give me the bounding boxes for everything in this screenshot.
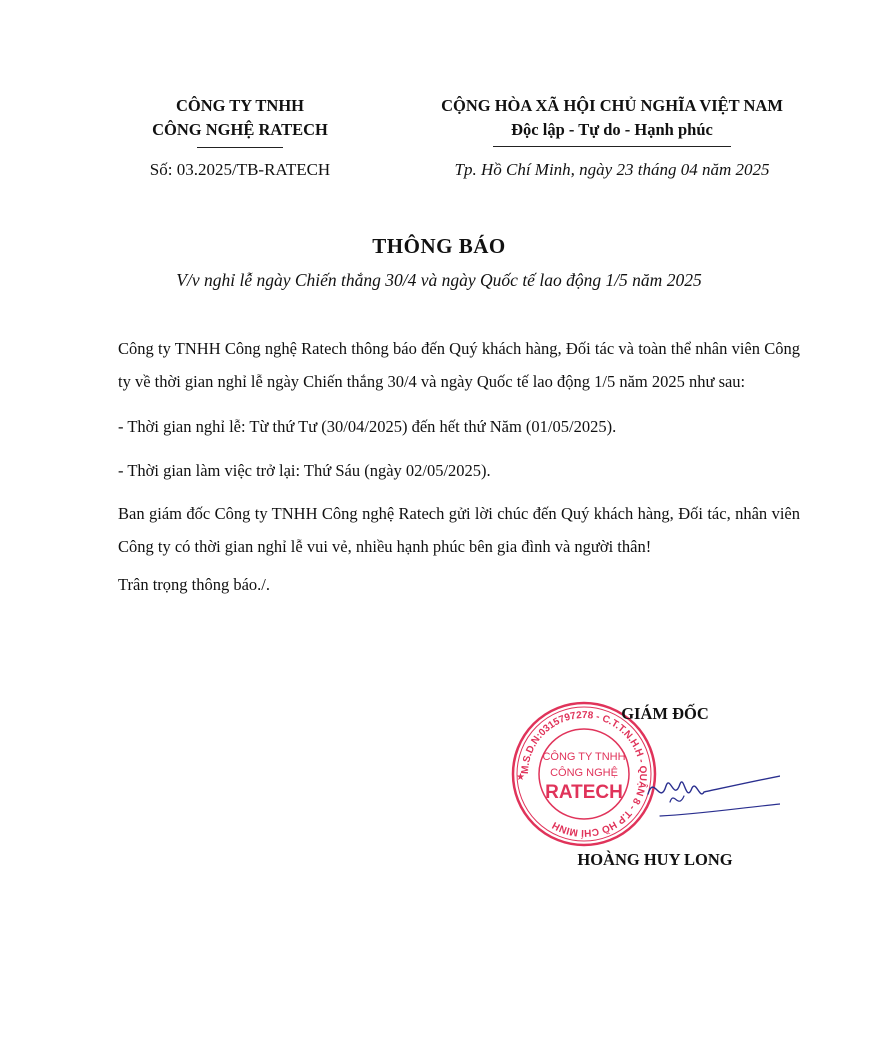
company-underline bbox=[197, 147, 283, 148]
document-title: THÔNG BÁO bbox=[372, 234, 506, 258]
national-title: CỘNG HÒA XÃ HỘI CHỦ NGHĨA VIỆT NAM bbox=[441, 96, 783, 115]
stamp-star-icon: ★ bbox=[516, 772, 525, 783]
wishes-paragraph: Ban giám đốc Công ty TNHH Công nghệ Ratech gửi lời chúc đến Quý khách hàng, Đối tác, nhân viên Công ty có thời gian nghỉ lễ vui vẻ, nhiều hạnh phúc bên gia đình và người thân! bbox=[118, 504, 800, 556]
closing-line: Trân trọng thông báo./. bbox=[118, 575, 271, 594]
company-name-line2: CÔNG NGHỆ RATECH bbox=[152, 120, 328, 139]
national-header bbox=[402, 94, 822, 147]
company-name-line1: CÔNG TY TNHH bbox=[175, 96, 305, 115]
document-body bbox=[118, 333, 800, 597]
reference-number: Số: 03.2025/TB-RATECH bbox=[149, 160, 331, 179]
signer-position: GIÁM ĐỐC bbox=[621, 704, 709, 723]
list-item-holiday-period: - Thời gian nghỉ lễ: Từ thứ Tư (30/04/2025) đến hết thứ Năm (01/05/2025). bbox=[118, 417, 617, 436]
stamp-line2: CÔNG NGHỆ bbox=[550, 767, 618, 779]
stamp-line1: CÔNG TY TNHH bbox=[542, 751, 626, 763]
list-item-return-date: - Thời gian làm việc trở lại: Thứ Sáu (ngày 02/05/2025). bbox=[118, 461, 491, 480]
national-motto: Độc lập - Tự do - Hạnh phúc bbox=[511, 120, 713, 139]
company-header bbox=[110, 94, 370, 148]
handwritten-signature bbox=[640, 744, 780, 834]
document-subject: V/v nghỉ lễ ngày Chiến thắng 30/4 và ngày Quốc tế lao động 1/5 năm 2025 bbox=[176, 270, 702, 290]
signer-name: HOÀNG HUY LONG bbox=[577, 850, 733, 869]
motto-underline bbox=[493, 146, 731, 147]
place-date: Tp. Hồ Chí Minh, ngày 23 tháng 04 năm 2025 bbox=[454, 160, 770, 179]
stamp-ring-text: M.S.D.N:0315797278 - C.T.T.N.H.H - QUẬN 8 - T.P HỒ CHÍ MINH bbox=[519, 709, 649, 839]
stamp-line3: RATECH bbox=[545, 782, 623, 803]
intro-paragraph: Công ty TNHH Công nghệ Ratech thông báo đến Quý khách hàng, Đối tác và toàn thể nhân viên Công ty về thời gian nghỉ lễ ngày Chiến thắng 30/4 và ngày Quốc tế lao động 1/5 năm 2025 như sau: bbox=[118, 339, 800, 391]
